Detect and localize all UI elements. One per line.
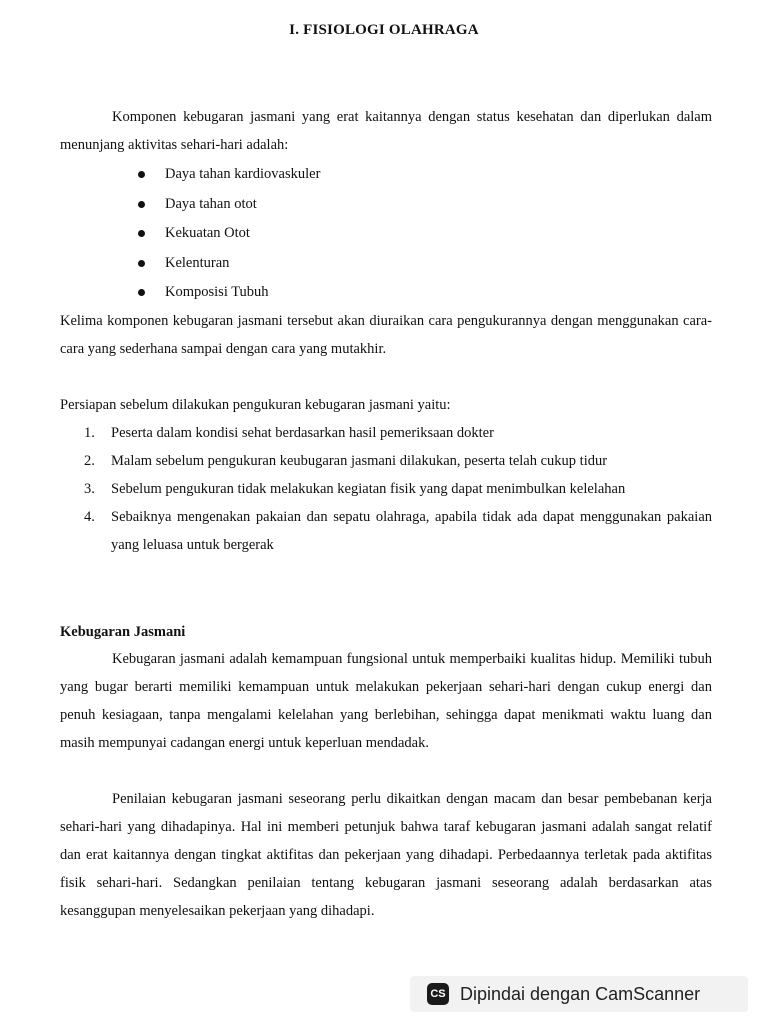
step-text: Peserta dalam kondisi sehat berdasarkan hasil pemeriksaan dokter xyxy=(111,425,494,441)
step-text: Sebelum pengukuran tidak melakukan kegiatan fisik yang dapat menimbulkan kelelahan xyxy=(111,481,626,497)
list-item xyxy=(84,419,712,447)
list-item: Kelenturan xyxy=(136,249,320,279)
camscanner-badge xyxy=(410,976,748,1012)
section-heading: Kebugaran Jasmani xyxy=(60,624,186,640)
camscanner-label: Dipindai dengan CamScanner xyxy=(460,983,701,1004)
preparation-steps-list xyxy=(84,419,712,559)
step-text: Malam sebelum pengukuran keubugaran jasmani dilakukan, peserta telah cukup tidur xyxy=(111,453,608,469)
preparation-intro: Persiapan sebelum dilakukan pengukuran kebugaran jasmani yaitu: xyxy=(60,397,451,413)
components-summary-paragraph: Kelima komponen kebugaran jasmani tersebut akan diuraikan cara pengukurannya dengan menggunakan cara-cara yang sederhana sampai dengan cara yang mutakhir. xyxy=(60,313,712,357)
list-item xyxy=(84,475,712,503)
page-title: I. FISIOLOGI OLAHRAGA xyxy=(289,22,479,38)
step-number: 4. xyxy=(84,509,95,525)
section-paragraph-2: Penilaian kebugaran jasmani seseorang perlu dikaitkan dengan macam dan besar pembebanan kerja sehari-hari yang dihadapinya. Hal ini memberi petunjuk bahwa taraf kebugaran jasmani adalah sangat relatif dan erat kaitannya dengan tingkat aktifitas dan pekerjaan yang dihadapi. Perbedaannya terletak pada aktifitas fisik sehari-hari. Sedangkan penilaian tentang kebugaran jasmani seseorang adalah berdasarkan atas kesanggupan menyelesaikan pekerjaan yang dihadapi. xyxy=(60,791,712,919)
components-list xyxy=(136,160,320,308)
section-paragraph-1: Kebugaran jasmani adalah kemampuan fungsional untuk memperbaiki kualitas hidup. Memiliki tubuh yang bugar berarti memiliki kemampuan untuk melakukan pekerjaan sehari-hari dengan cukup energi dan penuh kesiagaan, tanpa mengalami kelelahan yang berlebihan, sehingga dapat menikmati waktu luang dan masih mempunyai cadangan energi untuk keperluan mendadak. xyxy=(60,651,712,751)
step-number: 1. xyxy=(84,425,95,441)
step-text: Sebaiknya mengenakan pakaian dan sepatu olahraga, apabila tidak ada dapat menggunakan pakaian yang leluasa untuk bergerak xyxy=(111,509,712,553)
list-item: Daya tahan otot xyxy=(136,190,320,220)
list-item: Kekuatan Otot xyxy=(136,219,320,249)
intro-paragraph: Komponen kebugaran jasmani yang erat kaitannya dengan status kesehatan dan diperlukan dalam menunjang aktivitas sehari-hari adalah: xyxy=(60,109,712,153)
list-item xyxy=(84,503,712,559)
camscanner-icon: CS xyxy=(427,983,449,1005)
step-number: 3. xyxy=(84,481,95,497)
step-number: 2. xyxy=(84,453,95,469)
list-item: Komposisi Tubuh xyxy=(136,278,320,308)
list-item: Daya tahan kardiovaskuler xyxy=(136,160,320,190)
list-item xyxy=(84,447,712,475)
